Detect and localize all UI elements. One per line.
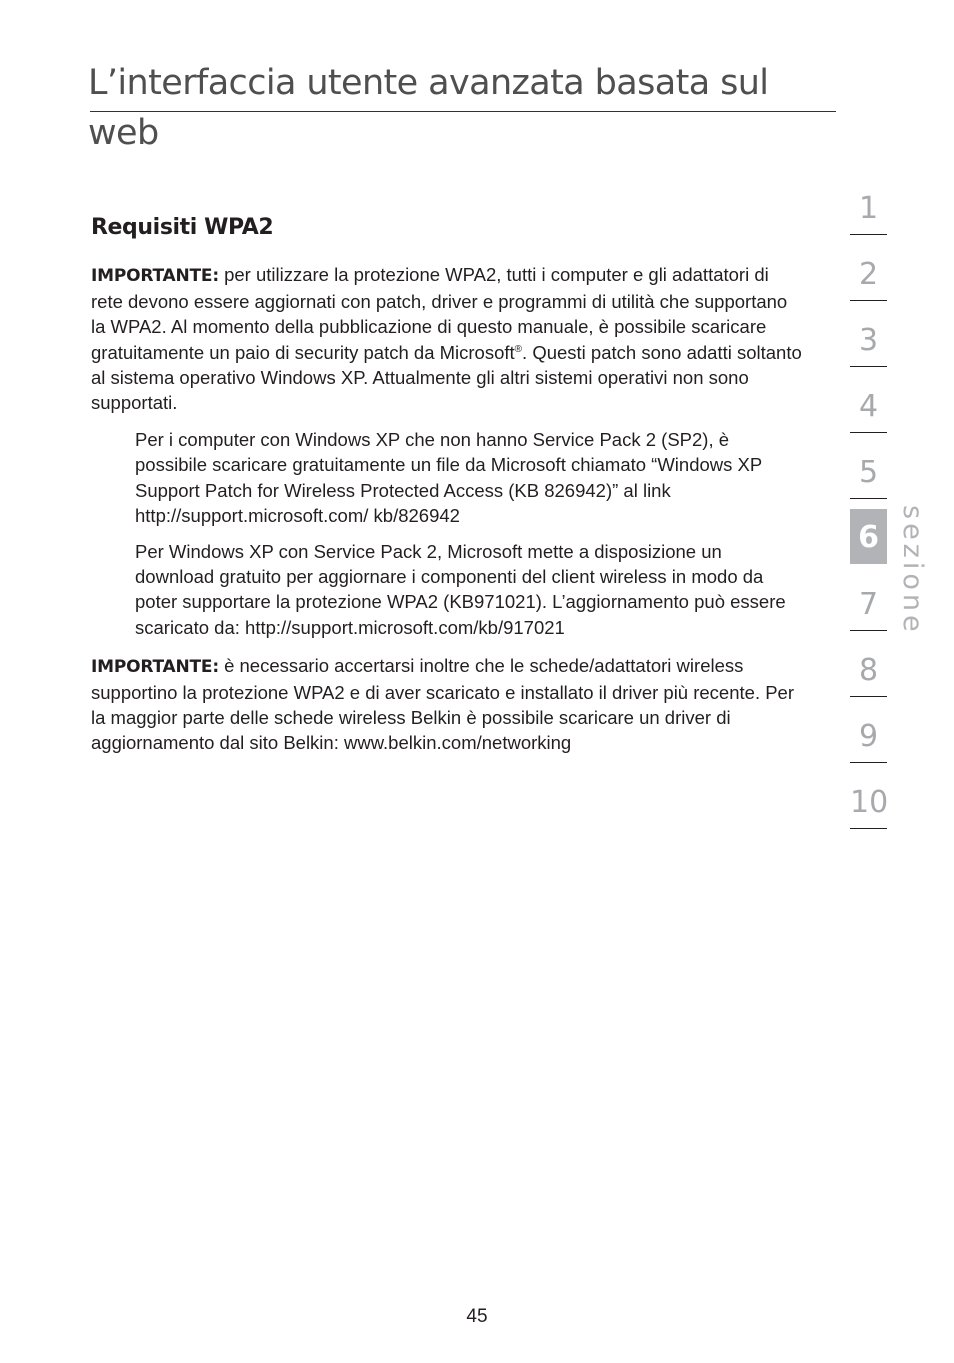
- section-nav-item-10[interactable]: [850, 778, 887, 844]
- important-paragraph-2: [91, 653, 803, 756]
- main-content: [91, 208, 803, 756]
- section-nav-item-9[interactable]: [850, 712, 887, 778]
- section-title: Requisiti WPA2: [91, 215, 274, 240]
- section-nav-rule: [850, 432, 887, 433]
- page-header: [88, 58, 836, 158]
- registered-mark: ®: [514, 343, 523, 355]
- section-nav-item-1[interactable]: [850, 184, 887, 250]
- section-nav-number: 6: [850, 509, 887, 564]
- section-nav-item-2[interactable]: [850, 250, 887, 316]
- sp2-download-paragraph: Per Windows XP con Service Pack 2, Microsoft mette a disposizione un download gratuito per aggiornare i componenti del client wireless in modo da poter supportare la protezione WPA2 (KB971021). L’aggiornamento può essere scaricato da: http://support.microsoft.com/kb/917021: [135, 541, 786, 638]
- sp2-note-paragraph: Per i computer con Windows XP che non hanno Service Pack 2 (SP2), è possibile scaricare gratuitamente un file da Microsoft chiamato “Windows XP Support Patch for Wireless Protected Access (KB 826942)” al link http://support.microsoft.com/ kb/826942: [135, 429, 762, 526]
- important-label: IMPORTANTE:: [91, 656, 219, 677]
- section-nav-item-7[interactable]: [850, 580, 887, 646]
- section-nav-rule: [850, 300, 887, 301]
- section-nav-number: 2: [858, 257, 879, 292]
- section-nav-rule: [850, 234, 887, 235]
- section-nav-number: 10: [850, 785, 889, 820]
- section-nav-number: 1: [858, 191, 879, 226]
- page-number: 45: [466, 1306, 488, 1327]
- important-text-1a: per utilizzare la protezione WPA2, tutti i computer e gli adattatori di rete devono essere aggiornati con patch, driver e programmi di utilità che supportano la WPA2. Al momento della pubblicazione di questo manuale, è possibile scaricare gratuitamente un paio di security patch da Microsoft: [91, 264, 788, 363]
- section-nav-number: 7: [858, 587, 879, 622]
- section-nav: [850, 184, 887, 844]
- section-nav-item-8[interactable]: [850, 646, 887, 712]
- important-text-2: è necessario accertarsi inoltre che le schede/adattatori wireless supportino la protezione WPA2 e di aver scaricato e installato il driver più recente. Per la maggior parte delle schede wireless Belkin è possibile scaricare un driver di aggiornamento dal sito Belkin: www.belkin.com/networking: [91, 654, 795, 754]
- section-nav-rule: [850, 366, 887, 367]
- important-paragraph-1: [91, 262, 803, 415]
- section-nav-item-6[interactable]: [850, 514, 887, 580]
- page-title: L’interfaccia utente avanzata basata sul web: [88, 63, 769, 153]
- section-nav-number: 8: [858, 653, 879, 688]
- important-text-1b: . Questi patch sono adatti soltanto al sistema operativo Windows XP. Attualmente gli altri sistemi operativi non sono supportati.: [91, 341, 802, 414]
- section-nav-rule: [850, 696, 887, 697]
- section-nav-rule: [850, 762, 887, 763]
- section-nav-rule: [850, 828, 887, 829]
- section-nav-rule: [850, 498, 887, 499]
- header-rule: [90, 111, 836, 112]
- section-label: sezione: [897, 505, 928, 636]
- section-nav-number: 3: [858, 323, 879, 358]
- important-label: IMPORTANTE:: [91, 266, 219, 286]
- section-nav-number: 5: [858, 455, 879, 490]
- section-nav-number: 9: [858, 719, 879, 754]
- section-nav-item-5[interactable]: [850, 448, 887, 514]
- section-nav-number: 4: [858, 389, 879, 424]
- section-nav-item-3[interactable]: [850, 316, 887, 382]
- section-nav-item-4[interactable]: [850, 382, 887, 448]
- section-nav-rule: [850, 630, 887, 631]
